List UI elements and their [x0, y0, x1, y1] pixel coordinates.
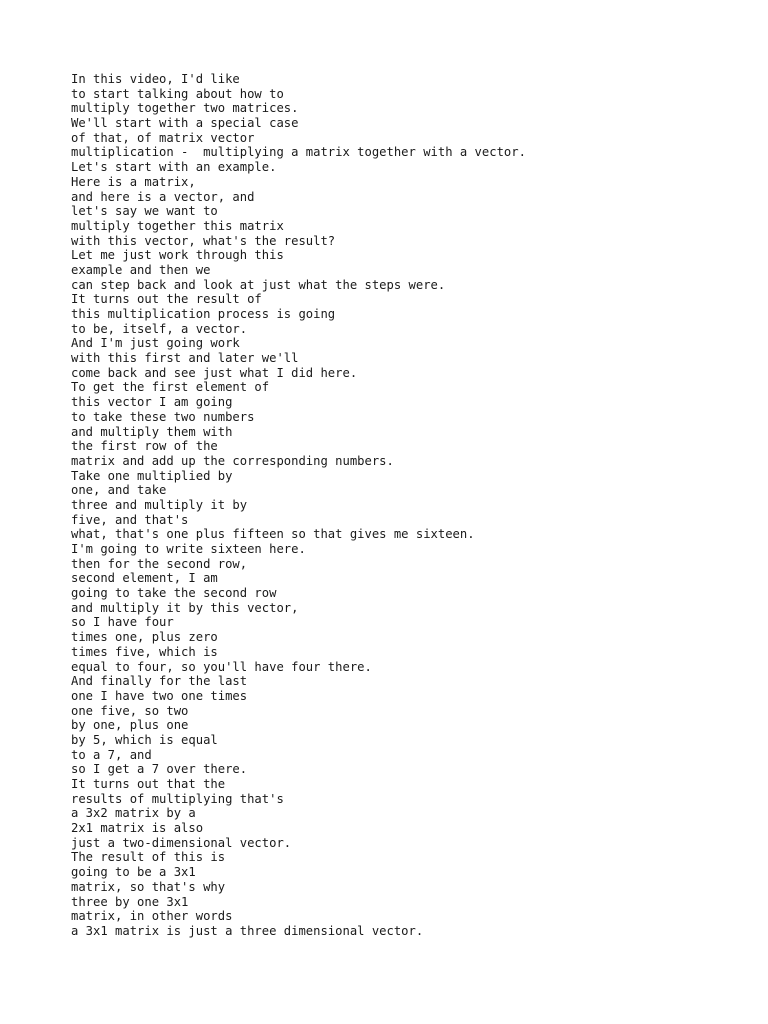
transcript-line: 2x1 matrix is also: [71, 821, 204, 836]
transcript-line: I'm going to write sixteen here.: [71, 542, 306, 556]
transcript-line: can step back and look at just what the steps were.: [71, 277, 446, 292]
transcript-line: just a two-dimensional vector.: [71, 835, 292, 850]
transcript-line: what, that's one plus fifteen so that gives me sixteen.: [71, 527, 475, 542]
transcript-line: with this first and later we'll: [71, 351, 299, 366]
transcript-line: this vector I am going: [71, 395, 233, 410]
transcript-line: Take one multiplied by: [71, 468, 233, 483]
transcript-line: going to be a 3x1: [71, 865, 196, 880]
transcript-line: so I have four: [71, 615, 174, 630]
transcript-line: times one, plus zero: [71, 630, 218, 645]
transcript-line: second element, I am: [71, 571, 218, 586]
transcript-line: one, and take: [71, 483, 167, 498]
transcript-line: to be, itself, a vector.: [71, 321, 248, 336]
transcript-line: To get the first element of: [71, 380, 270, 395]
transcript-line: five, and that's: [71, 512, 189, 527]
transcript-line: this multiplication process is going: [71, 307, 336, 321]
transcript-line: a 3x1 matrix is just a three dimensional vector.: [71, 923, 424, 938]
transcript-line: going to take the second row: [71, 586, 277, 601]
transcript-line: Let me just work through this: [71, 248, 284, 263]
transcript-line: multiply together this matrix: [71, 218, 284, 233]
transcript-line: by one, plus one: [71, 718, 189, 733]
transcript-line: to a 7, and: [71, 747, 152, 762]
transcript-line: let's say we want to: [71, 204, 218, 219]
transcript-line: a 3x2 matrix by a: [71, 806, 196, 821]
transcript-text: [71, 72, 526, 939]
transcript-line: come back and see just what I did here.: [71, 365, 358, 380]
transcript-line: Here is a matrix,: [71, 174, 196, 189]
transcript-line: multiplication - multiplying a matrix together with a vector.: [71, 145, 526, 160]
transcript-line: It turns out that the: [71, 777, 226, 791]
transcript-line: example and then we: [71, 262, 211, 277]
transcript-line: the first row of the: [71, 439, 218, 454]
transcript-line: Let's start with an example.: [71, 160, 277, 175]
transcript-line: and multiply them with: [71, 424, 233, 439]
transcript-line: and multiply it by this vector,: [71, 600, 299, 615]
transcript-line: so I get a 7 over there.: [71, 762, 248, 777]
transcript-line: then for the second row,: [71, 556, 248, 571]
transcript-line: three by one 3x1: [71, 894, 189, 909]
transcript-line: to take these two numbers: [71, 409, 255, 424]
transcript-line: matrix, so that's why: [71, 879, 226, 894]
transcript-line: equal to four, so you'll have four there.: [71, 659, 372, 674]
transcript-line: times five, which is: [71, 644, 218, 659]
transcript-line: We'll start with a special case: [71, 116, 299, 131]
transcript-line: to start talking about how to: [71, 86, 284, 101]
transcript-line: one I have two one times: [71, 688, 248, 703]
transcript-line: And I'm just going work: [71, 336, 240, 351]
transcript-line: one five, so two: [71, 703, 189, 718]
transcript-line: three and multiply it by: [71, 497, 248, 512]
transcript-line: and here is a vector, and: [71, 189, 255, 204]
transcript-line: matrix, in other words: [71, 909, 233, 924]
transcript-line: with this vector, what's the result?: [71, 233, 336, 248]
transcript-line: The result of this is: [71, 850, 226, 865]
transcript-line: And finally for the last: [71, 674, 248, 689]
transcript-line: It turns out the result of: [71, 292, 262, 307]
transcript-line: matrix and add up the corresponding numbers.: [71, 453, 394, 468]
transcript-line: of that, of matrix vector: [71, 130, 255, 145]
transcript-line: In this video, I'd like: [71, 72, 240, 86]
transcript-line: by 5, which is equal: [71, 732, 218, 747]
transcript-line: multiply together two matrices.: [71, 101, 299, 116]
transcript-line: results of multiplying that's: [71, 791, 284, 806]
